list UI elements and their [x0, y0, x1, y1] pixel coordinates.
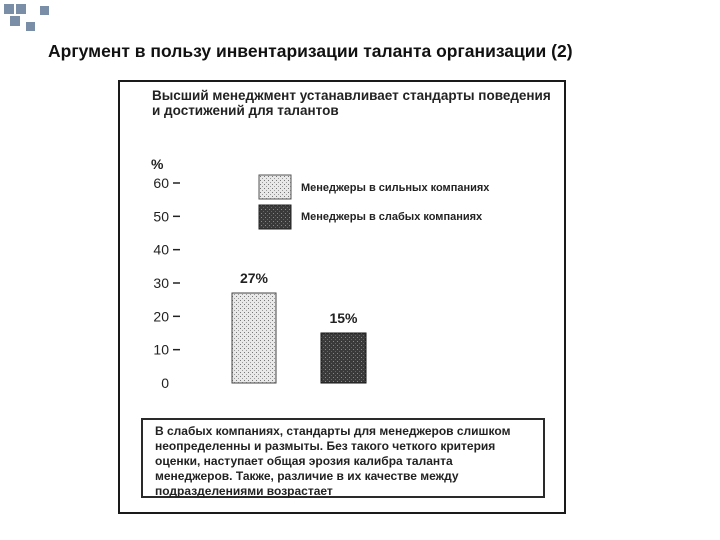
y-tick-label: 20	[153, 308, 169, 325]
legend-label-strong: Менеджеры в сильных компаниях	[301, 182, 490, 194]
legend-swatch-strong	[259, 175, 291, 199]
y-tick-label: 0	[161, 375, 169, 391]
y-axis	[153, 175, 180, 391]
y-tick-label: 30	[153, 275, 169, 291]
chart-title: Высший менеджмент устанавливает стандарты поведения и достижений для талантов	[152, 88, 551, 118]
data-label-weak: 15%	[329, 310, 358, 326]
data-label-strong: 27%	[239, 270, 269, 286]
note-box: В слабых компаниях, стандарты для менеджеров слишком неопределенны и размыты. Без такого четкого критерия оценки, наступает общая эрозия калибра таланта менеджеров. Также, различие в их качестве между подразделениями возрастает	[141, 418, 545, 498]
legend-label-weak: Менеджеры в слабых компаниях	[301, 211, 483, 223]
slide-title: Аргумент в пользу инвентаризации таланта организации (2)	[48, 41, 573, 61]
y-tick-label: 50	[153, 208, 169, 225]
legend	[259, 175, 490, 229]
legend-swatch-weak	[259, 205, 291, 229]
y-tick-label: 40	[153, 241, 169, 258]
y-tick-label: 10	[153, 341, 169, 358]
bar-weak-companies	[321, 333, 366, 383]
bar-strong-companies	[232, 293, 276, 383]
y-axis-label: %	[151, 156, 164, 172]
y-tick-label: 60	[153, 175, 169, 191]
